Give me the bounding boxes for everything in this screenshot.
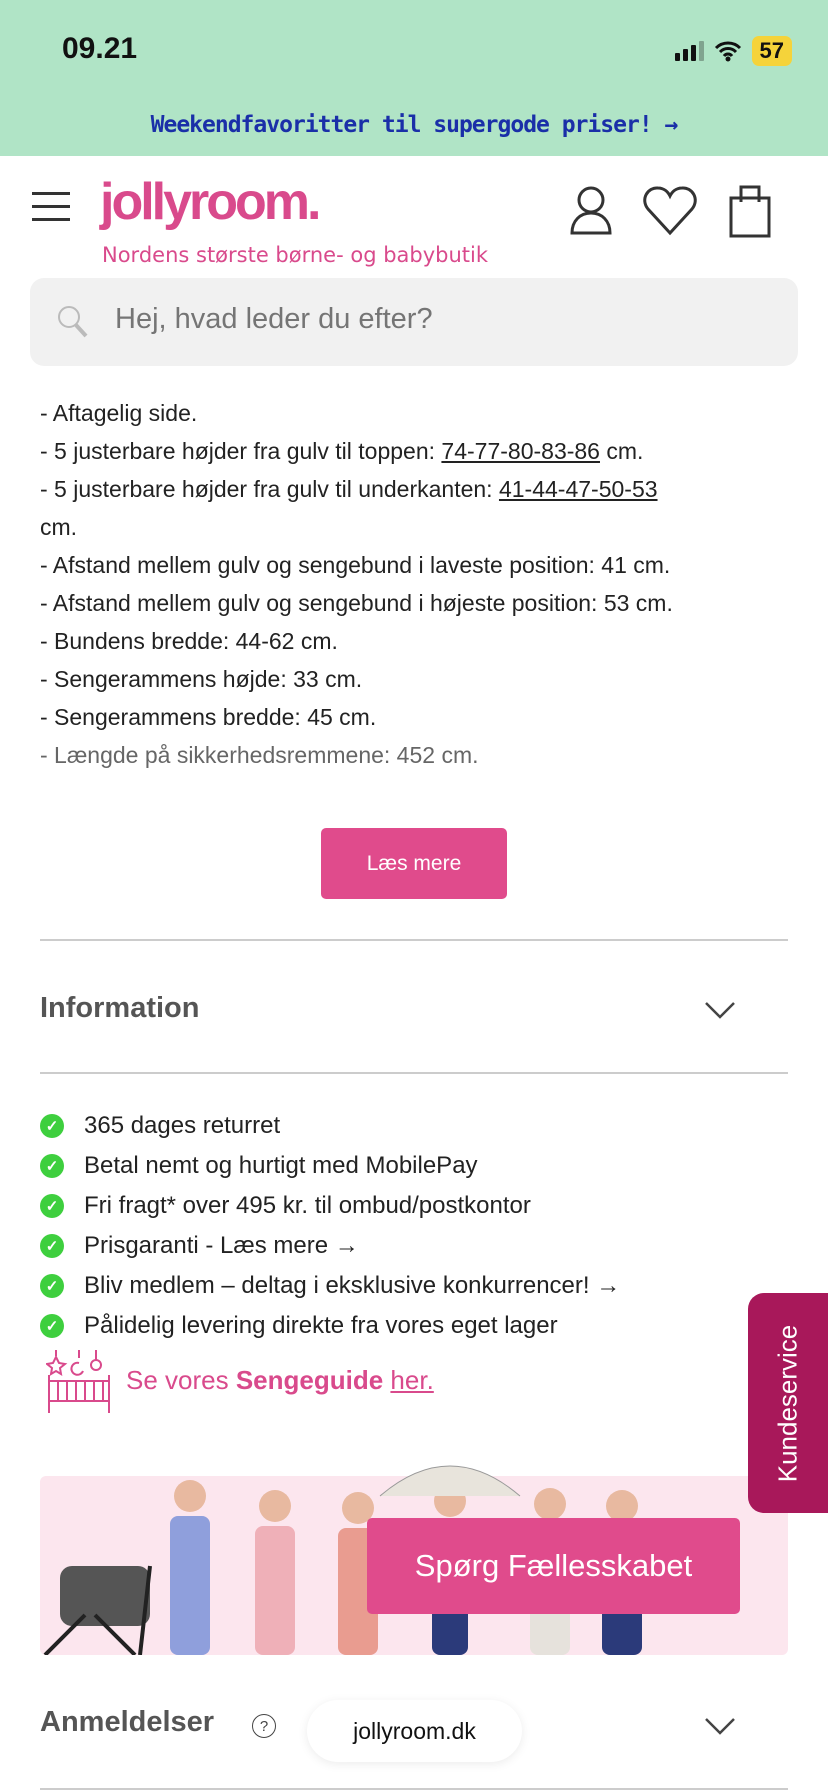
guide-prefix: Se vores	[126, 1364, 236, 1395]
line-text: - 5 justerbare højder fra gulv til underkanten:	[40, 476, 499, 502]
description-line: - Længde på sikkerhedsremmene: 452 cm.	[40, 742, 479, 768]
wishlist-heart-icon[interactable]	[642, 185, 698, 237]
description-line	[40, 432, 673, 470]
battery-indicator: 57	[752, 36, 792, 66]
check-icon: ✓	[40, 1274, 64, 1298]
description-line: cm.	[40, 514, 78, 540]
height-top-link[interactable]: 74-77-80-83-86	[441, 438, 600, 464]
usp-item-link[interactable]	[40, 1266, 620, 1306]
usp-item	[40, 1146, 620, 1186]
status-time: 09.21	[62, 32, 138, 65]
information-accordion[interactable]: Information	[40, 992, 200, 1024]
usp-item-link[interactable]	[40, 1226, 620, 1266]
description-line: - Afstand mellem gulv og sengebund i højeste position: 53 cm.	[40, 590, 673, 616]
check-icon: ✓	[40, 1154, 64, 1178]
status-icons	[675, 36, 792, 66]
divider	[40, 939, 788, 941]
help-icon[interactable]: ?	[252, 1714, 276, 1738]
search-input[interactable]	[115, 303, 715, 336]
check-icon: ✓	[40, 1194, 64, 1218]
usp-text: Betal nemt og hurtigt med MobilePay	[84, 1152, 478, 1179]
usp-text: Pålidelig levering direkte fra vores eget lager	[84, 1312, 558, 1339]
guide-bold: Sengeguide	[235, 1364, 384, 1395]
unit-text: cm.	[599, 438, 644, 464]
line-text: - 5 justerbare højder fra gulv til toppen:	[40, 438, 442, 464]
crib-icon	[46, 1345, 112, 1415]
divider	[40, 1788, 788, 1790]
chevron-down-icon[interactable]	[704, 1716, 736, 1736]
signal-icon	[675, 41, 704, 61]
search-icon	[56, 304, 90, 340]
description-line: - Sengerammens højde: 33 cm.	[40, 666, 363, 692]
menu-icon[interactable]	[32, 192, 70, 231]
description-line: - Bundens bredde: 44-62 cm.	[40, 628, 338, 654]
check-icon: ✓	[40, 1234, 64, 1258]
check-icon: ✓	[40, 1114, 64, 1138]
bed-guide-link[interactable]: her.	[390, 1364, 434, 1395]
product-description	[40, 394, 673, 774]
height-bottom-link[interactable]: 41-44-47-50-53	[498, 476, 658, 502]
ask-community-button[interactable]: Spørg Fællesskabet	[367, 1518, 740, 1614]
bed-guide-text	[126, 1365, 434, 1396]
bed-guide	[46, 1345, 434, 1415]
divider	[40, 1072, 788, 1074]
logo[interactable]: jollyroom.	[100, 173, 319, 231]
read-more-button[interactable]: Læs mere	[321, 828, 507, 899]
description-line: - Sengerammens bredde: 45 cm.	[40, 704, 377, 730]
usp-text[interactable]: Bliv medlem – deltag i eksklusive konkurrencer! →	[84, 1272, 621, 1299]
usp-item	[40, 1306, 620, 1346]
cart-bag-icon[interactable]	[728, 184, 772, 238]
customer-service-tab[interactable]	[748, 1293, 828, 1513]
usp-text[interactable]: Prisgaranti - Læs mere →	[84, 1232, 359, 1259]
promo-banner-link[interactable]: Weekendfavoritter til supergode priser! →	[150, 112, 678, 138]
search-bar[interactable]	[30, 278, 798, 366]
description-line	[40, 470, 673, 508]
check-icon: ✓	[40, 1314, 64, 1338]
usp-list	[40, 1106, 620, 1346]
wifi-icon	[714, 40, 742, 62]
reviews-accordion[interactable]: Anmeldelser	[40, 1706, 215, 1738]
browser-url-pill[interactable]: jollyroom.dk	[307, 1700, 522, 1762]
description-line: - Aftagelig side.	[40, 400, 198, 426]
account-icon[interactable]	[568, 185, 614, 235]
usp-text: 365 dages returret	[84, 1112, 281, 1139]
tagline: Nordens største børne- og babybutik	[102, 243, 489, 267]
usp-item	[40, 1186, 620, 1226]
customer-service-label: Kundeservice	[772, 1324, 803, 1482]
usp-text: Fri fragt* over 495 kr. til ombud/postkontor	[84, 1192, 531, 1219]
description-line: - Afstand mellem gulv og sengebund i laveste position: 41 cm.	[40, 552, 671, 578]
usp-item	[40, 1106, 620, 1146]
chevron-down-icon[interactable]	[704, 1000, 736, 1020]
